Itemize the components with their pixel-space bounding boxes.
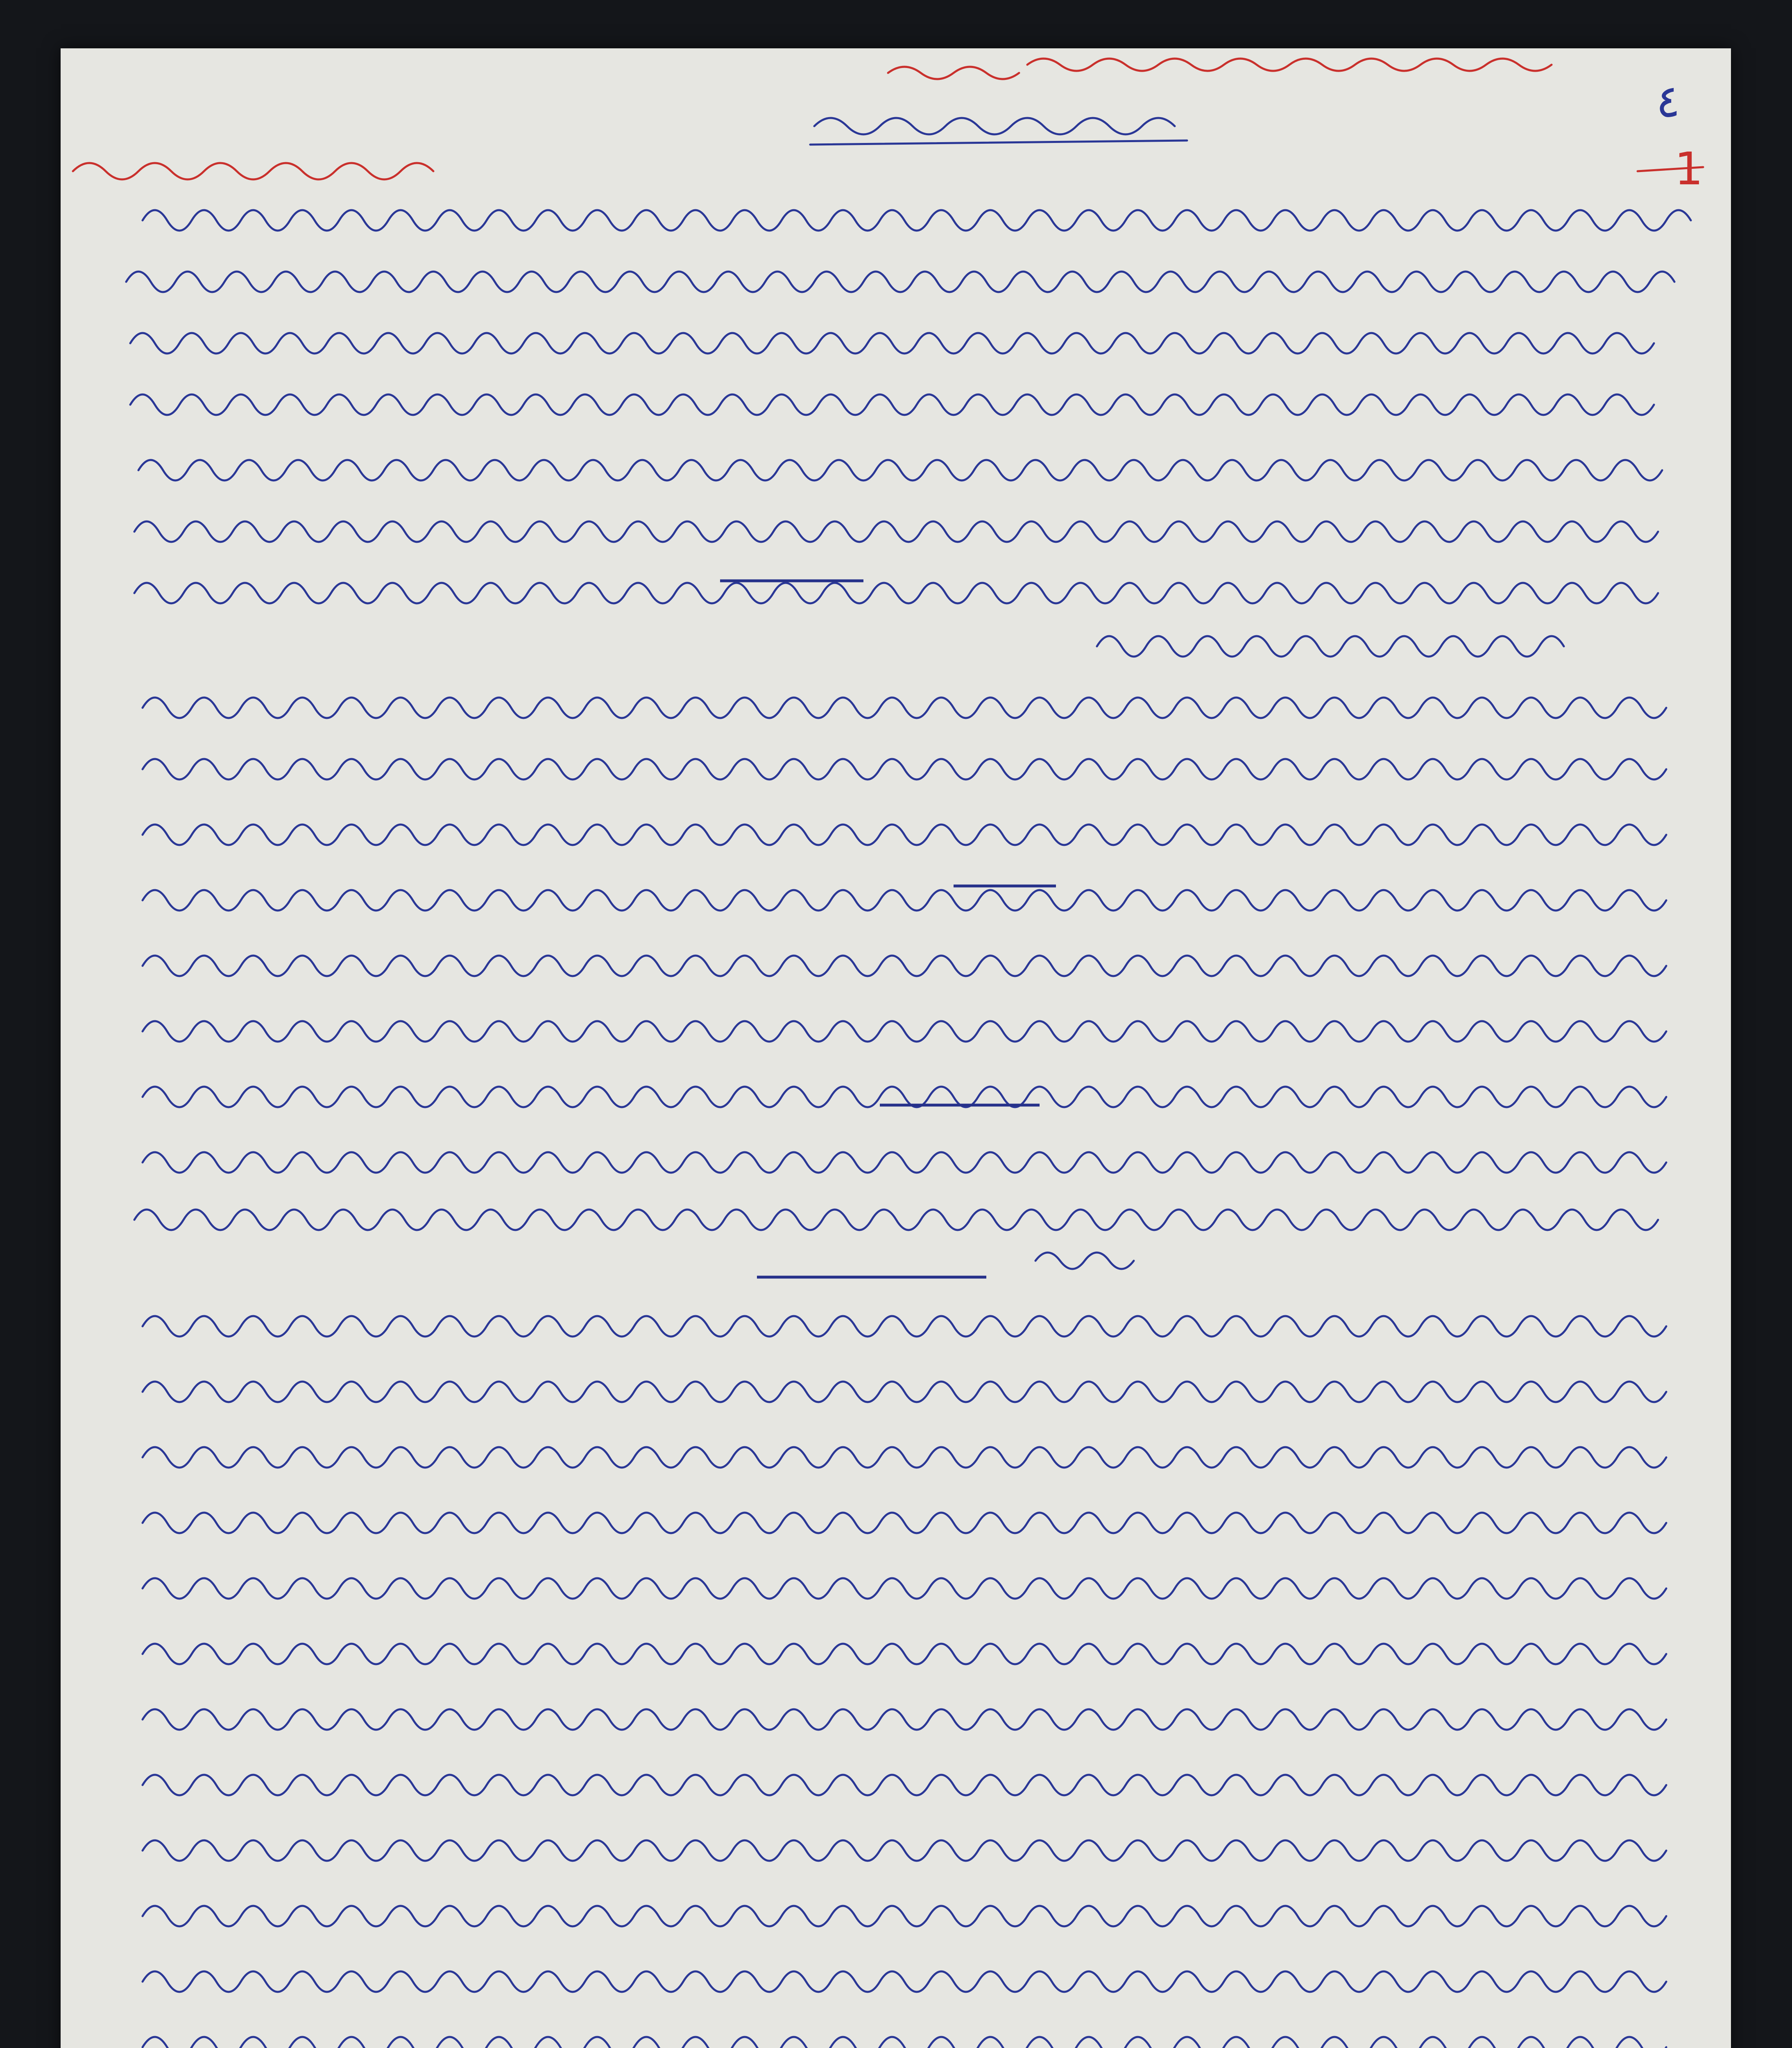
handwritten-lines xyxy=(126,210,1691,2048)
margin-number: 1 xyxy=(1674,143,1703,195)
manuscript-page xyxy=(61,48,1731,2048)
corner-mark: ٤ xyxy=(1656,75,1681,127)
red-header-annotation xyxy=(61,48,1552,79)
title-handwriting xyxy=(810,118,1187,145)
handwritten-text-image xyxy=(61,48,1731,2048)
red-left-annotation xyxy=(73,163,433,179)
